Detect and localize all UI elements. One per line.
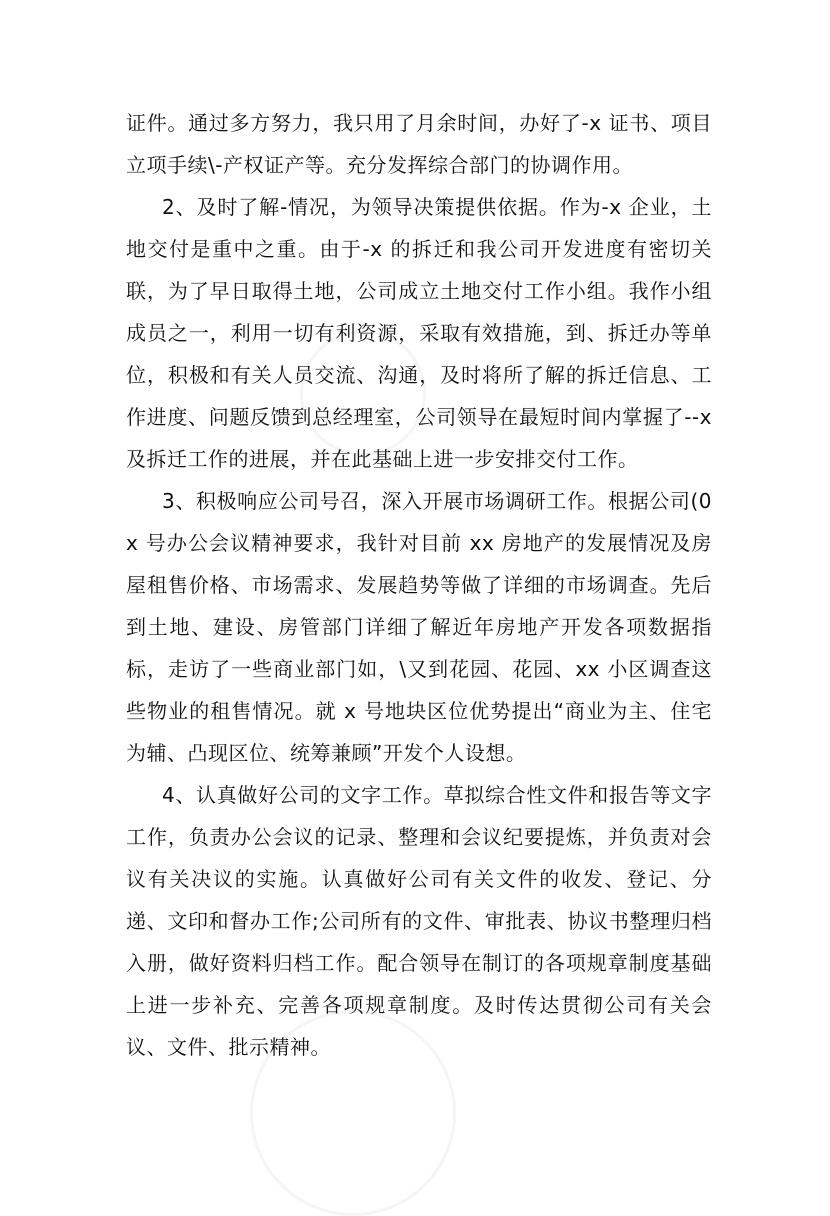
paragraph-item-3: 3、积极响应公司号召，深入开展市场调研工作。根据公司(0x 号办公会议精神要求，我针对目前 xx 房地产的发展情况及房屋租售价格、市场需求、发展趋势等做了详细的市场调查。先后到土地、建设、房管部门详细了解近年房地产开发各项数据指标，走访了一些商业部门如，\又到花园、花园、xx 小区调查这些物业的租售情况。就 x 号地块区位优势提出“商业为主、住宅为辅、凸现区位、统筹兼顾”开发个人设想。: [126, 489, 712, 765]
paragraph-continuation: 证件。通过多方努力，我只用了月余时间，办好了-x 证书、项目立项手续\-产权证产等。充分发挥综合部门的协调作用。: [126, 111, 712, 177]
paragraph-item-4: 4、认真做好公司的文字工作。草拟综合性文件和报告等文字工作，负责办公会议的记录、整理和会议纪要提炼，并负责对会议有关决议的实施。认真做好公司有关文件的收发、登记、分递、文印和督办工作;公司所有的文件、审批表、协议书整理归档入册，做好资料归档工作。配合领导在制订的各项规章制度基础上进一步补充、完善各项规章制度。及时传达贯彻公司有关会议、文件、批示精神。: [126, 783, 712, 1059]
document-body: [126, 102, 712, 1068]
paragraph-item-2: 2、及时了解-情况，为领导决策提供依据。作为-x 企业，土地交付是重中之重。由于-x 的拆迁和我公司开发进度有密切关联，为了早日取得土地，公司成立土地交付工作小组。我作小组成员之一，利用一切有利资源，采取有效措施，到、拆迁办等单位，积极和有关人员交流、沟通，及时将所了解的拆迁信息、工作进度、问题反馈到总经理室，公司领导在最短时间内掌握了--x 及拆迁工作的进展，并在此基础上进一步安排交付工作。: [126, 195, 712, 471]
